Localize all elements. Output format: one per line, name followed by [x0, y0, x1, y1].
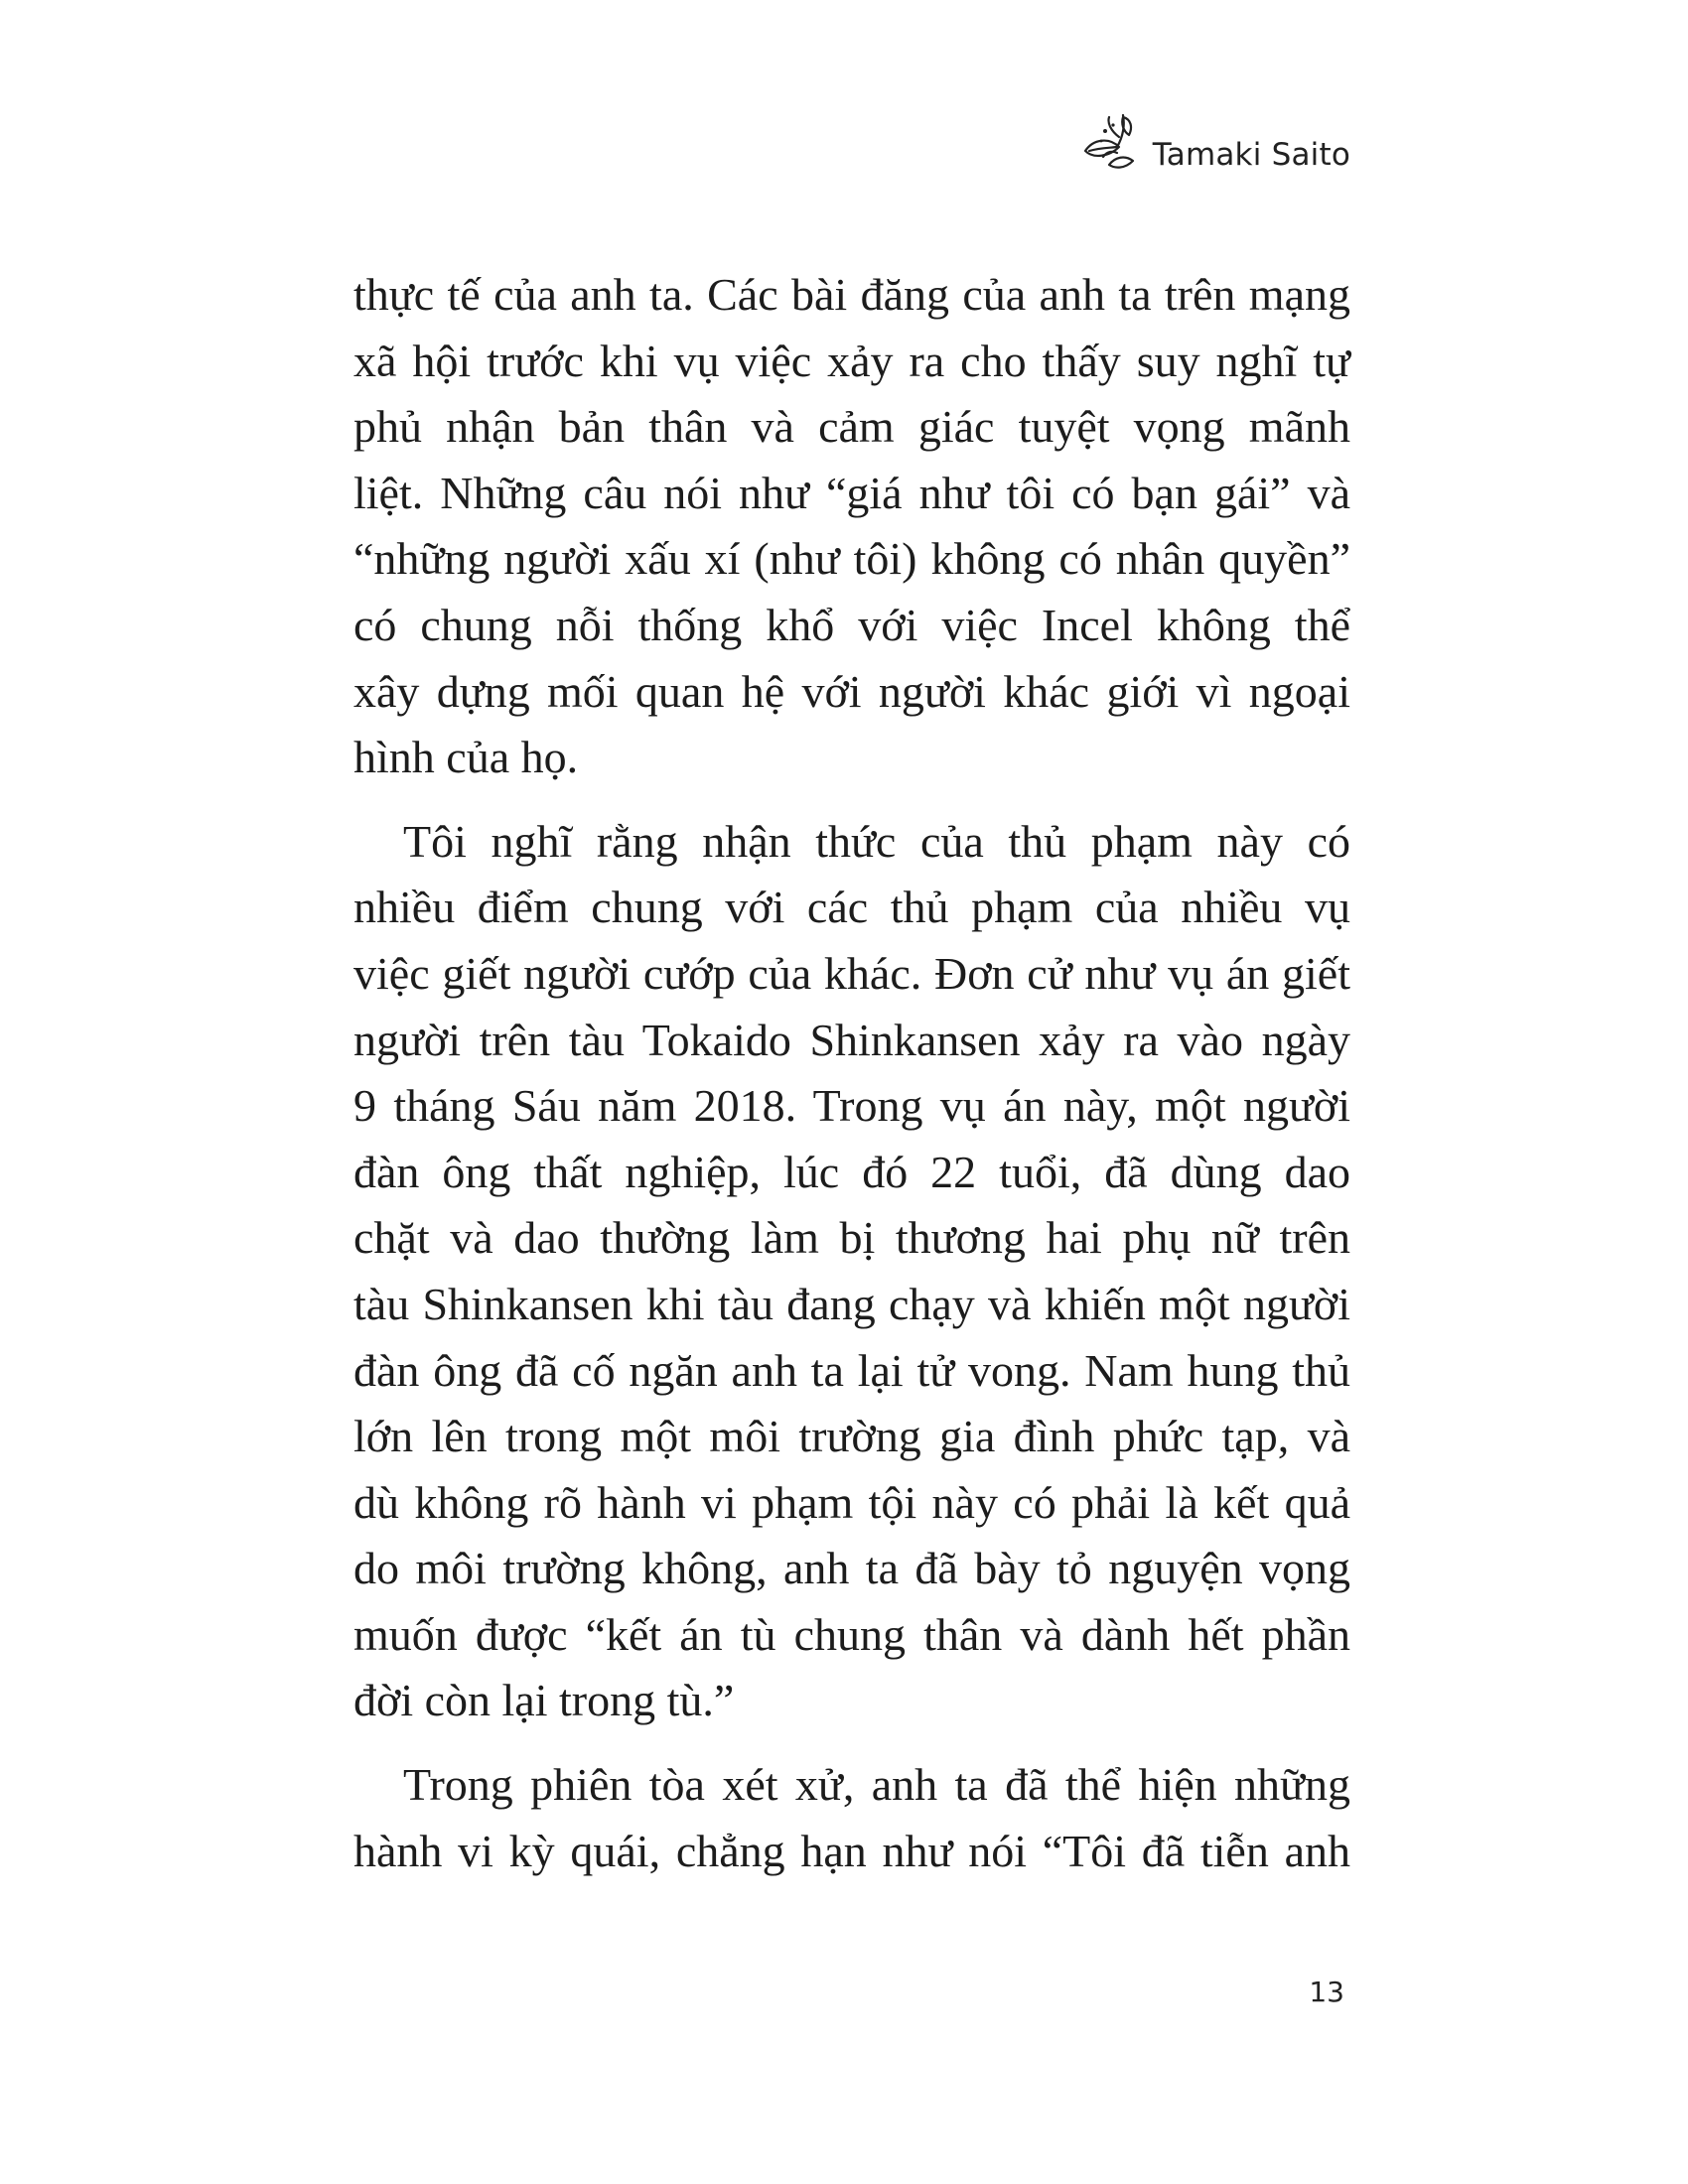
text-line: dù không rõ hành vi phạm tội này có phải là kết quả: [353, 1476, 1350, 1528]
text-line: liệt. Những câu nói như “giá như tôi có bạn gái” và: [353, 467, 1350, 518]
text-line: Trong phiên tòa xét xử, anh ta đã thể hiện những: [403, 1759, 1350, 1811]
text-line: Tôi nghĩ rằng nhận thức của thủ phạm này có: [403, 815, 1350, 867]
text-line: đời còn lại trong tù.”: [353, 1675, 735, 1726]
text-line: 9 tháng Sáu năm 2018. Trong vụ án này, một người: [353, 1080, 1350, 1132]
text-line: đàn ông đã cố ngăn anh ta lại tử vong. Nam hung thủ: [353, 1344, 1350, 1396]
text-line: tàu Shinkansen khi tàu đang chạy và khiến một người: [353, 1278, 1350, 1329]
text-line: phủ nhận bản thân và cảm giác tuyệt vọng mãnh: [353, 401, 1350, 453]
text-line: “những người xấu xí (như tôi) không có nhân quyền”: [353, 533, 1350, 585]
leaf-sprig-icon: [1079, 107, 1149, 177]
text-line: có chung nỗi thống khổ với việc Incel không thể: [353, 599, 1350, 650]
paragraph: [353, 809, 1350, 1734]
text-line: do môi trường không, anh ta đã bày tỏ nguyện vọng: [353, 1543, 1350, 1594]
text-line: việc giết người cướp của khác. Đơn cử như vụ án giết: [353, 947, 1350, 999]
text-line: người trên tàu Tokaido Shinkansen xảy ra vào ngày: [353, 1014, 1350, 1065]
running-header: [1079, 107, 1350, 177]
text-line: nhiều điểm chung với các thủ phạm của nhiều vụ: [353, 882, 1350, 933]
paragraph: [353, 1752, 1350, 1884]
text-line: hành vi kỳ quái, chẳng hạn như nói “Tôi đã tiễn anh: [353, 1825, 1350, 1876]
text-line: muốn được “kết án tù chung thân và dành hết phần: [353, 1608, 1350, 1660]
text-line: đàn ông thất nghiệp, lúc đó 22 tuổi, đã dùng dao: [353, 1146, 1350, 1197]
text-line: lớn lên trong một môi trường gia đình phức tạp, và: [353, 1411, 1350, 1462]
body-text: [353, 262, 1350, 1884]
text-line: thực tế của anh ta. Các bài đăng của anh ta trên mạng: [353, 269, 1350, 320]
paragraph: [353, 262, 1350, 791]
text-line: hình của họ.: [353, 732, 579, 783]
paragraph-spacer: [353, 791, 1350, 809]
author-name: Tamaki Saito: [1152, 137, 1350, 173]
page-number: 13: [1309, 1976, 1344, 2008]
text-line: chặt và dao thường làm bị thương hai phụ nữ trên: [353, 1212, 1350, 1264]
text-line: xây dựng mối quan hệ với người khác giới vì ngoại: [353, 665, 1350, 717]
text-line: xã hội trước khi vụ việc xảy ra cho thấy suy nghĩ tự: [353, 335, 1350, 386]
paragraph-spacer: [353, 1734, 1350, 1752]
